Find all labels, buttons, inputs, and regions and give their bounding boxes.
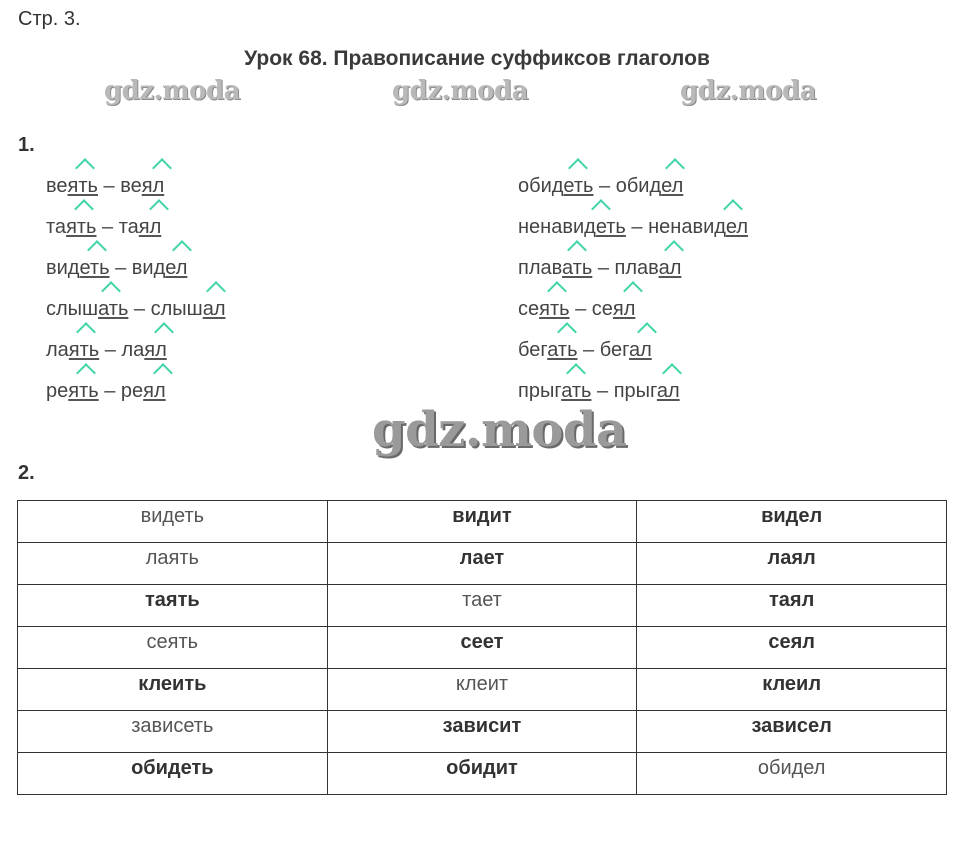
past-tense: бегал xyxy=(599,339,652,361)
past-tense: обидел xyxy=(615,175,684,197)
task-1-left-column xyxy=(46,174,226,420)
word-pair: видеть – видел xyxy=(46,257,188,279)
word-pair: бегать – бегал xyxy=(518,339,652,361)
task-1-right-column xyxy=(518,174,748,420)
word-pair: сеять – сеял xyxy=(518,298,636,320)
infinitive: видеть xyxy=(46,257,110,279)
word-pair: веять – веял xyxy=(46,175,165,197)
table-cell: лаял xyxy=(637,543,947,585)
infinitive: сеять xyxy=(518,298,570,320)
table-cell: тает xyxy=(327,585,637,627)
table-cell: видел xyxy=(637,501,947,543)
table-cell: обидеть xyxy=(18,753,328,795)
table-cell: обидел xyxy=(637,753,947,795)
watermark-2: gdz.moda xyxy=(392,76,529,106)
table-row xyxy=(18,627,947,669)
word-pair: таять – таял xyxy=(46,216,162,238)
table-cell: сеял xyxy=(637,627,947,669)
watermark-3: gdz.moda xyxy=(680,76,817,106)
word-pair: реять – реял xyxy=(46,380,166,402)
table-cell: обидит xyxy=(327,753,637,795)
table-cell: таял xyxy=(637,585,947,627)
table-cell: зависит xyxy=(327,711,637,753)
past-tense: прыгал xyxy=(613,380,680,402)
verb-forms-table xyxy=(17,500,947,795)
table-row xyxy=(18,753,947,795)
word-pair: обидеть – обидел xyxy=(518,175,684,197)
table-cell: лаять xyxy=(18,543,328,585)
table-row xyxy=(18,585,947,627)
table-cell: сеять xyxy=(18,627,328,669)
page-label: Стр. 3. xyxy=(18,8,81,30)
infinitive: слышать xyxy=(46,298,129,320)
table-row xyxy=(18,669,947,711)
word-pair: ненавидеть – ненавидел xyxy=(518,216,749,238)
infinitive: бегать xyxy=(518,339,578,361)
table-cell: клеит xyxy=(327,669,637,711)
past-tense: плавал xyxy=(614,257,682,279)
table-cell: таять xyxy=(18,585,328,627)
past-tense: веял xyxy=(120,175,165,197)
past-tense: слышал xyxy=(150,298,226,320)
past-tense: ненавидел xyxy=(648,216,749,238)
table-row xyxy=(18,501,947,543)
table-cell: сеет xyxy=(327,627,637,669)
word-pair: лаять – лаял xyxy=(46,339,167,361)
table-cell: видит xyxy=(327,501,637,543)
table-row xyxy=(18,711,947,753)
table-row xyxy=(18,543,947,585)
past-tense: реял xyxy=(120,380,166,402)
table-cell: клеил xyxy=(637,669,947,711)
table-cell: лает xyxy=(327,543,637,585)
word-pair: плавать – плавал xyxy=(518,257,682,279)
task-2-number: 2. xyxy=(18,462,35,484)
table-cell: зависеть xyxy=(18,711,328,753)
infinitive: веять xyxy=(46,175,98,197)
word-pair: слышать – слышал xyxy=(46,298,226,320)
task-1-number: 1. xyxy=(18,134,35,156)
past-tense: лаял xyxy=(121,339,167,361)
infinitive: реять xyxy=(46,380,99,402)
lesson-title: Урок 68. Правописание суффиксов глаголов xyxy=(244,47,710,70)
infinitive: плавать xyxy=(518,257,593,279)
infinitive: ненавидеть xyxy=(518,216,626,238)
table-cell: клеить xyxy=(18,669,328,711)
watermark-large: gdz.moda xyxy=(372,402,627,458)
past-tense: сеял xyxy=(591,298,636,320)
infinitive: прыгать xyxy=(518,380,592,402)
infinitive: таять xyxy=(46,216,97,238)
table-cell: зависел xyxy=(637,711,947,753)
infinitive: лаять xyxy=(46,339,100,361)
past-tense: видел xyxy=(131,257,188,279)
word-pair: прыгать – прыгал xyxy=(518,380,680,402)
infinitive: обидеть xyxy=(518,175,594,197)
watermark-1: gdz.moda xyxy=(104,76,241,106)
past-tense: таял xyxy=(118,216,162,238)
table-cell: видеть xyxy=(18,501,328,543)
